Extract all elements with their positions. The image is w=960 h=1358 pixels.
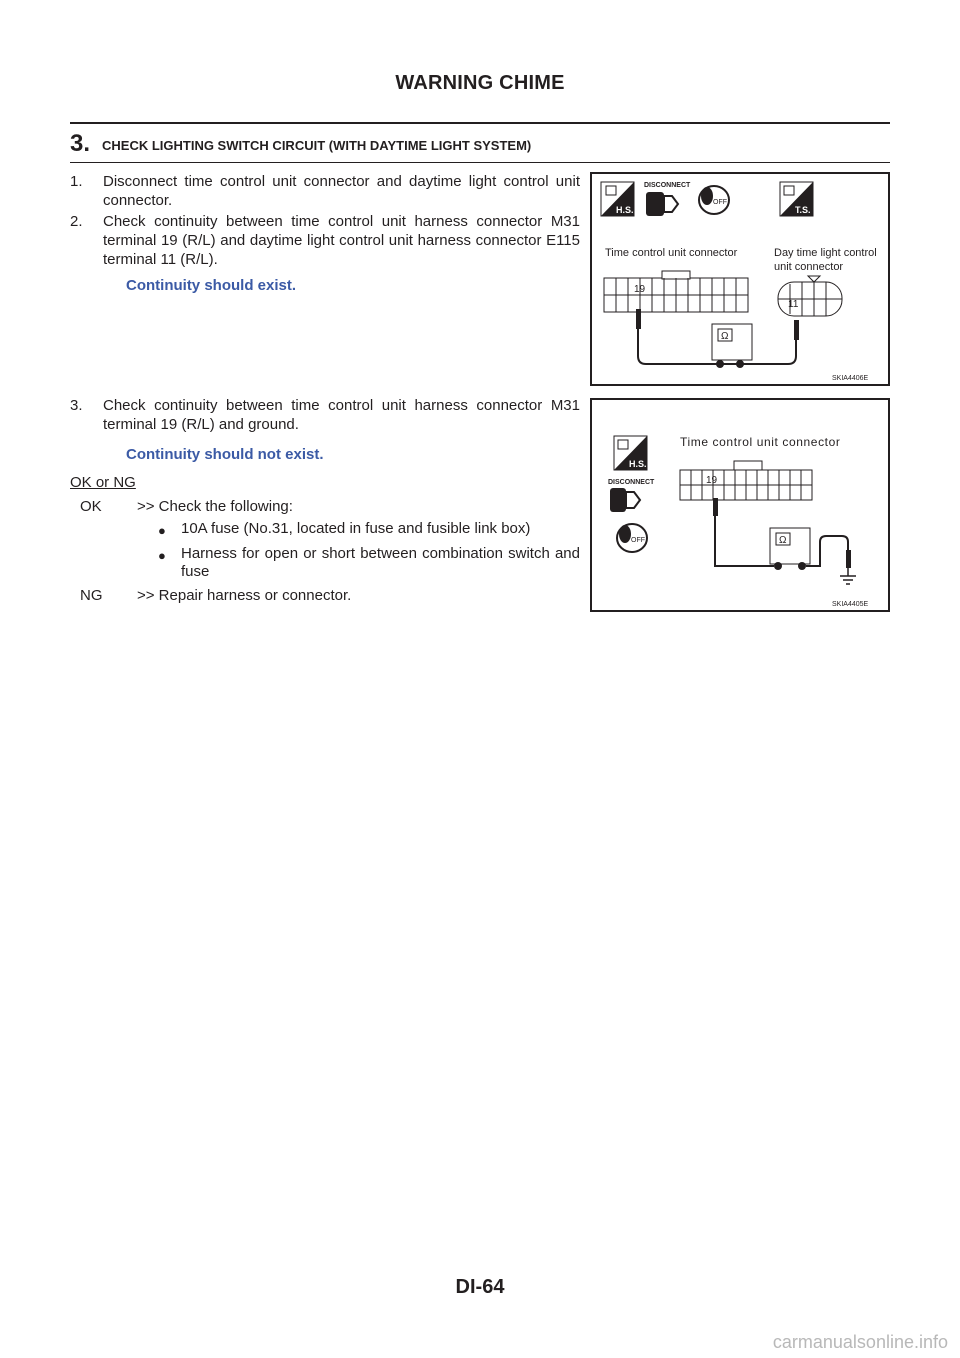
item-text: Check continuity between time control unit harness connector M31 terminal 19 (R/L) and daytime light control unit harness connector E115 terminal 11 (R/L). <box>103 213 580 268</box>
item-text: Disconnect time control unit connector and daytime light control unit connector. <box>103 173 580 209</box>
svg-text:OFF: OFF <box>713 199 727 206</box>
instruction-item-3 <box>70 396 580 434</box>
step-title: CHECK LIGHTING SWITCH CIRCUIT (WITH DAYTIME LIGHT SYSTEM) <box>102 138 532 153</box>
connector-disconnect-icon <box>646 192 678 216</box>
bullet-icon: ● <box>158 523 166 538</box>
item-text: Check continuity between time control unit harness connector M31 terminal 19 (R/L) and ground. <box>103 397 580 433</box>
spec-continuity-exist: Continuity should exist. <box>126 277 297 294</box>
figure-code: SKIA4405E <box>832 601 869 608</box>
probe <box>636 309 641 329</box>
time-control-connector <box>604 271 748 312</box>
step-number: 3. <box>70 130 91 157</box>
svg-text:Ω: Ω <box>779 535 787 546</box>
ts-icon <box>780 182 813 216</box>
figure-continuity-check <box>590 172 890 386</box>
bullet-icon: ● <box>158 548 166 563</box>
figure-ground-check <box>590 398 890 612</box>
connector-label: Time control unit connector <box>605 247 738 259</box>
item-number: 1. <box>70 173 83 190</box>
page-title: WARNING CHIME <box>395 72 565 94</box>
ng-text: >> Repair harness or connector. <box>137 587 352 604</box>
ohmmeter-icon <box>712 324 752 368</box>
spec-continuity-not-exist: Continuity should not exist. <box>126 446 324 463</box>
svg-text:Ω: Ω <box>721 331 729 342</box>
probe <box>846 550 851 568</box>
svg-text:OFF: OFF <box>631 537 645 544</box>
connector-label: Time control unit connector <box>680 435 841 449</box>
page-number: DI-64 <box>455 1276 505 1298</box>
svg-text:T.S.: T.S. <box>795 205 811 215</box>
connector-disconnect-icon <box>610 488 640 512</box>
figure-code: SKIA4406E <box>832 375 869 382</box>
probe <box>713 498 718 516</box>
svg-text:H.S.: H.S. <box>629 459 647 469</box>
ground-icon <box>840 568 856 584</box>
disconnect-label: DISCONNECT <box>608 479 655 486</box>
hs-icon <box>614 436 647 470</box>
ok-label: OK <box>80 498 102 515</box>
bullet-item-2: Harness for open or short between combination switch and fuse <box>181 545 580 580</box>
ignition-off-icon <box>617 524 647 552</box>
ng-label: NG <box>80 587 103 604</box>
connector-label: unit connector <box>774 261 844 273</box>
svg-text:H.S.: H.S. <box>616 205 634 215</box>
probe <box>794 320 799 340</box>
disconnect-label: DISCONNECT <box>644 182 691 189</box>
item-number: 2. <box>70 213 83 230</box>
instruction-item-1 <box>70 172 580 210</box>
pin-label: 19 <box>706 475 718 486</box>
time-control-connector <box>680 461 812 500</box>
watermark: carmanualsonline.info <box>772 1332 948 1352</box>
connector-label: Day time light control <box>774 247 877 259</box>
pin-label: 11 <box>788 299 799 310</box>
step-heading <box>70 122 890 163</box>
item-number: 3. <box>70 397 83 414</box>
ok-or-ng-heading: OK or NG <box>70 474 136 491</box>
daytime-light-connector <box>778 276 842 316</box>
instruction-item-2 <box>70 212 580 269</box>
ok-text: >> Check the following: <box>137 498 293 515</box>
hs-icon <box>601 182 634 216</box>
ignition-off-icon <box>699 186 729 214</box>
bullet-item-1: 10A fuse (No.31, located in fuse and fusible link box) <box>181 520 531 537</box>
ohmmeter-icon <box>770 528 810 570</box>
pin-label: 19 <box>634 284 646 295</box>
